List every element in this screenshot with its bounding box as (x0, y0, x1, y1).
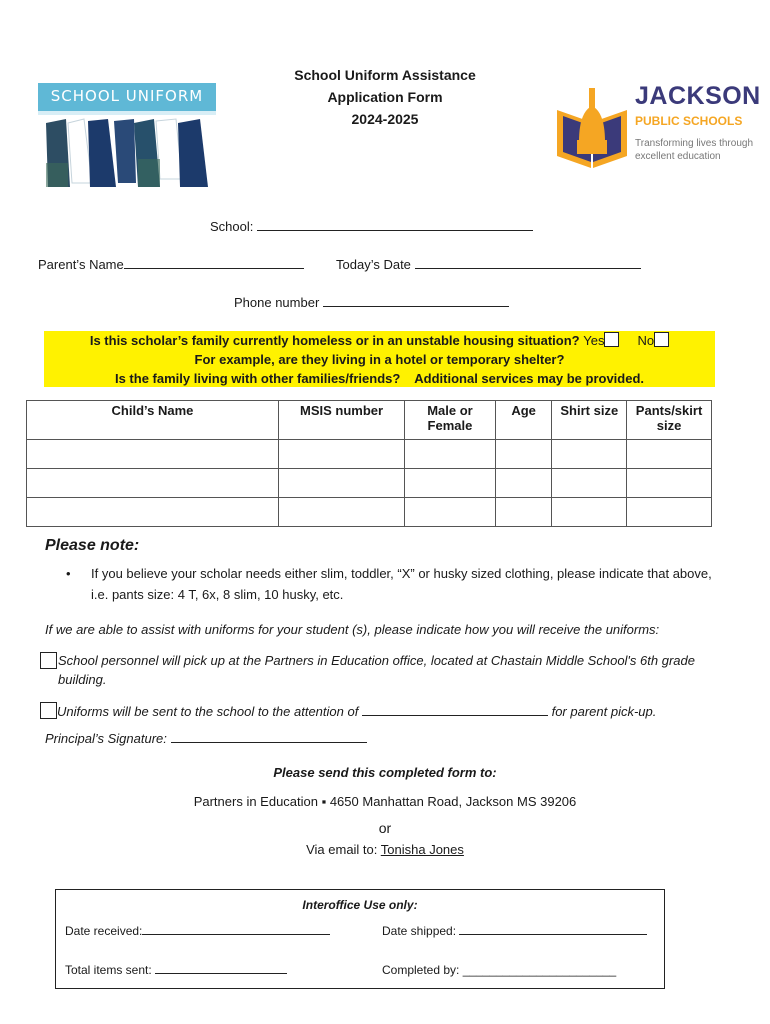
col-header-age: Age (495, 401, 552, 440)
table-cell[interactable] (27, 469, 279, 498)
school-uniform-logo-text: SCHOOL UNIFORM (50, 87, 204, 105)
form-title-line1: School Uniform Assistance (294, 67, 476, 83)
size-note-bullet (66, 563, 726, 605)
table-cell[interactable] (405, 469, 496, 498)
table-cell[interactable] (627, 440, 712, 469)
total-items-label: Total items sent: (65, 963, 152, 977)
col-header-childs-name: Child’s Name (27, 401, 279, 440)
housing-question-line1 (44, 331, 715, 350)
table-cell[interactable] (278, 498, 404, 527)
send-address: Partners in Education ▪ 4650 Manhattan Road, Jackson MS 39206 (193, 794, 577, 809)
table-row (27, 440, 712, 469)
table-cell[interactable] (27, 498, 279, 527)
uniform-clothes-graphic (38, 83, 216, 196)
date-shipped-field (382, 924, 647, 938)
date-shipped-line[interactable] (459, 934, 647, 935)
todays-date-input-line[interactable] (415, 268, 641, 269)
size-note-text: If you believe your scholar needs either slim, toddler, “X” or husky sized clothing, please indicate that above, i.e. pants size: 4 T, 6x, 8 slim, 10 husky, etc. (91, 566, 712, 602)
housing-question-text: Is this scholar’s family currently homeless or in an unstable housing situation? (89, 333, 580, 348)
todays-date-label: Today’s Date (336, 257, 411, 272)
principal-signature-label: Principal’s Signature: (45, 731, 167, 746)
capitol-book-icon (555, 82, 629, 170)
table-cell[interactable] (552, 498, 627, 527)
school-uniform-logo (38, 83, 216, 196)
school-label: School: (210, 219, 254, 234)
phone-label: Phone number (234, 295, 320, 310)
table-cell[interactable] (627, 469, 712, 498)
email-prefix: Via email to: (306, 842, 378, 857)
interoffice-box (55, 889, 665, 989)
housing-question-line2: For example, are they living in a hotel or temporary shelter? (194, 352, 565, 367)
col-header-pants-skirt-size: Pants/skirt size (627, 401, 712, 440)
interoffice-heading: Interoffice Use only: (302, 898, 418, 912)
receive-intro: If we are able to assist with uniforms for your student (s), please indicate how you will receive the uniforms: (45, 622, 660, 637)
jackson-logo-name: JACKSON (635, 82, 761, 110)
form-title-line2: Application Form (327, 89, 443, 105)
housing-question-line3: Is the family living with other families/friends? Additional services may be provided. (114, 371, 645, 386)
pickup-option-text: School personnel will pick up at the Partners in Education office, located at Chastain Middle School's 6th grade building. (58, 653, 695, 687)
public-schools-logo-text: PUBLIC SCHOOLS (635, 114, 743, 128)
principal-signature-field (45, 731, 367, 746)
phone-field (234, 295, 509, 310)
total-items-line[interactable] (155, 973, 287, 974)
parent-name-input-line[interactable] (124, 268, 304, 269)
parent-name-label: Parent’s Name (38, 257, 124, 272)
school-input-line[interactable] (257, 230, 533, 231)
table-cell[interactable] (552, 469, 627, 498)
date-received-field (65, 924, 330, 938)
parent-name-field (38, 257, 304, 272)
email-link[interactable]: Tonisha Jones (380, 842, 464, 857)
pickup-option-checkbox[interactable] (40, 652, 57, 669)
form-title-line3: 2024-2025 (351, 111, 419, 127)
col-header-shirt-size: Shirt size (552, 401, 627, 440)
school-field (210, 219, 533, 234)
housing-question-banner (44, 331, 715, 387)
table-cell[interactable] (278, 440, 404, 469)
date-shipped-label: Date shipped: (382, 924, 457, 938)
table-cell[interactable] (405, 498, 496, 527)
send-email (0, 842, 770, 857)
form-title (250, 64, 520, 130)
table-cell[interactable] (495, 440, 552, 469)
no-checkbox[interactable] (654, 332, 669, 347)
yes-label: Yes (583, 333, 605, 348)
table-cell[interactable] (27, 440, 279, 469)
date-received-line[interactable] (142, 934, 330, 935)
bullet-dot-icon: • (66, 566, 71, 581)
todays-date-field (336, 257, 641, 272)
parent-pickup-text: for parent pick-up. (551, 704, 657, 719)
table-cell[interactable] (405, 440, 496, 469)
send-to-school-checkbox[interactable] (40, 702, 57, 719)
col-header-msis-number: MSIS number (278, 401, 404, 440)
children-table (26, 400, 712, 527)
completed-by-line[interactable]: _______________________ (462, 963, 617, 977)
completed-by-field (382, 963, 616, 977)
table-cell[interactable] (627, 498, 712, 527)
yes-checkbox[interactable] (604, 332, 619, 347)
table-row (27, 469, 712, 498)
or-text: or (378, 820, 392, 836)
logo-tagline-1: Transforming lives through (635, 138, 754, 149)
date-received-label: Date received: (65, 924, 143, 938)
no-label: No (637, 333, 655, 348)
pickup-option (40, 651, 700, 689)
table-row (27, 498, 712, 527)
completed-by-label: Completed by: (382, 963, 460, 977)
phone-input-line[interactable] (323, 306, 509, 307)
jackson-public-schools-logo (555, 82, 761, 172)
col-header-gender: Male or Female (405, 401, 496, 440)
total-items-field (65, 963, 287, 977)
send-heading: Please send this completed form to: (273, 765, 497, 780)
send-to-school-text: Uniforms will be sent to the school to the attention of (57, 704, 359, 719)
table-cell[interactable] (495, 469, 552, 498)
principal-signature-line[interactable] (171, 742, 367, 743)
table-cell[interactable] (278, 469, 404, 498)
send-to-school-option (40, 702, 720, 719)
attention-of-input-line[interactable] (362, 715, 548, 716)
table-cell[interactable] (495, 498, 552, 527)
logo-tagline-2: excellent education (635, 151, 721, 162)
table-cell[interactable] (552, 440, 627, 469)
table-header-row (27, 401, 712, 440)
please-note-heading: Please note: (45, 537, 140, 554)
